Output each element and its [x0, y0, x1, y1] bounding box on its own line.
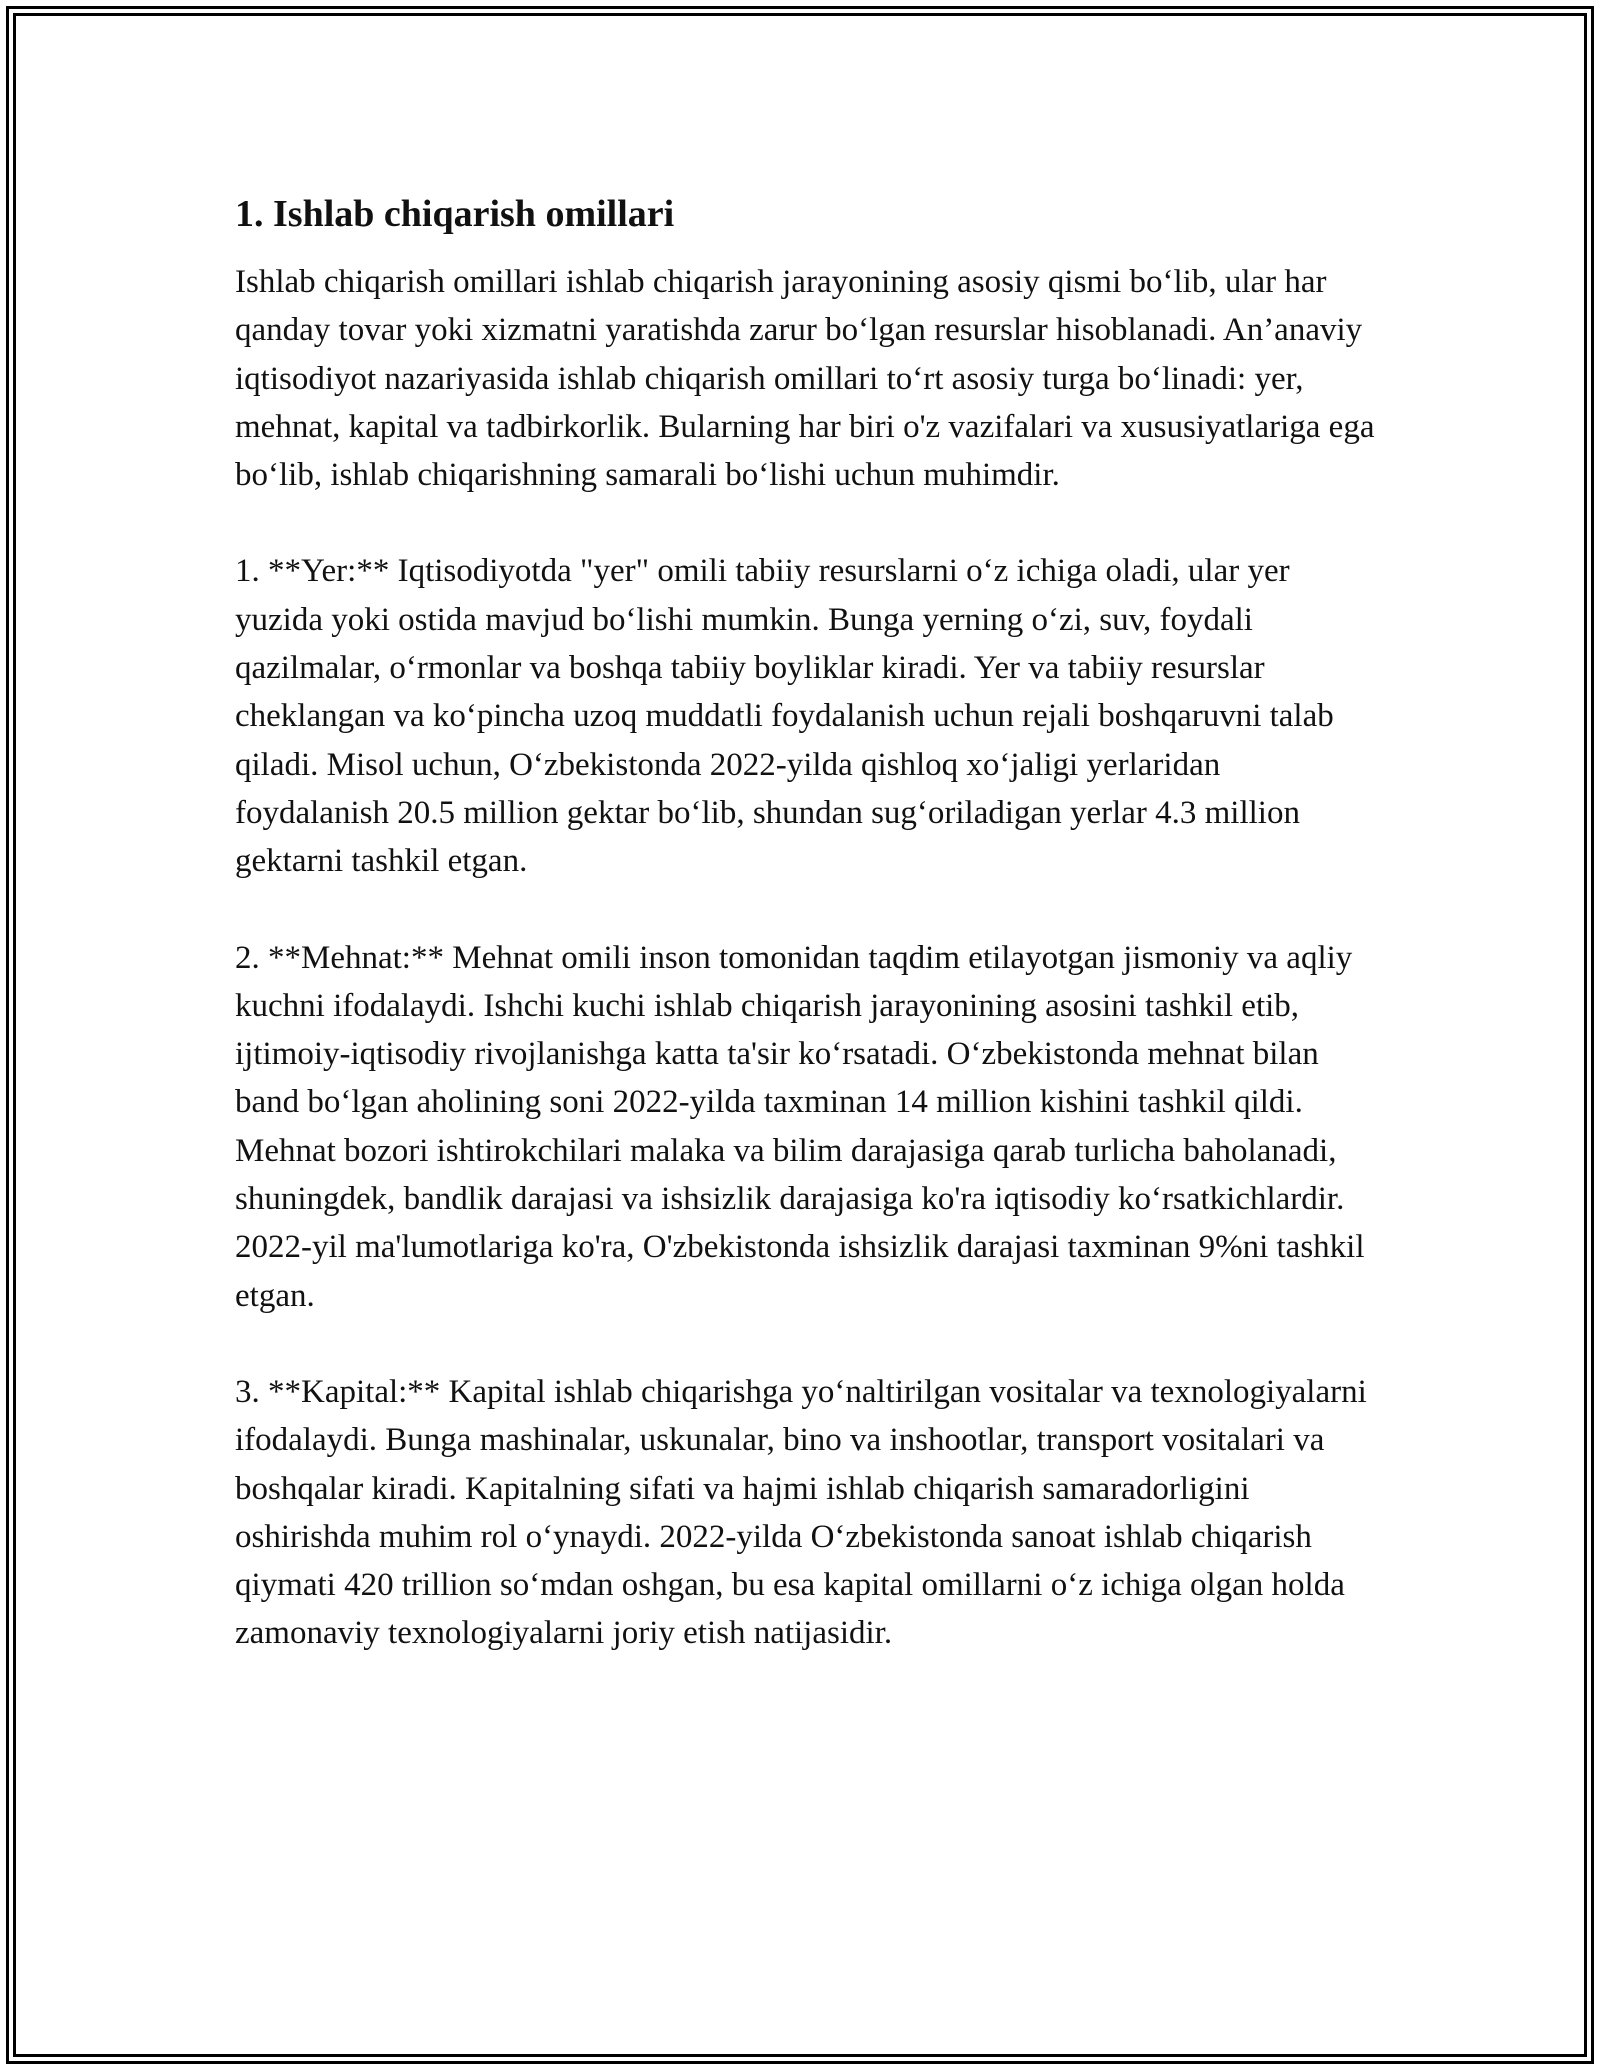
paragraph-mehnat: 2. **Mehnat:** Mehnat omili inson tomonidan taqdim etilayotgan jismoniy va aqliy kuchni ifodalaydi. Ishchi kuchi ishlab chiqarish jarayonining asosini tashkil etib, ijtimoiy-iqtisodiy rivojlanishga katta ta'sir ko‘rsatadi. O‘zbekistonda mehnat bilan band bo‘lgan aholining soni 2022-yilda taxminan 14 million kishini tashkil qildi. Mehnat bozori ishtirokchilari malaka va bilim darajasiga qarab turlicha baholanadi, shuningdek, bandlik darajasi va ishsizlik darajasiga ko'ra iqtisodiy ko‘rsatkichlardir. 2022-yil ma'lumotlariga ko'ra, O'zbekistonda ishsizlik darajasi taxminan 9%ni tashkil etgan.	[235, 939, 1365, 1314]
section-heading: 1. Ishlab chiqarish omillari	[235, 193, 675, 235]
intro-paragraph: Ishlab chiqarish omillari ishlab chiqarish jarayonining asosiy qismi bo‘lib, ular har qanday tovar yoki xizmatni yaratishda zarur bo‘lgan resurslar hisoblanadi. An’anaviy iqtisodiyot nazariyasida ishlab chiqarish omillari to‘rt asosiy turga bo‘linadi: yer, mehnat, kapital va tadbirkorlik. Bularning har biri o'z vazifalari va xususiyatlariga ega bo‘lib, ishlab chiqarishning samarali bo‘lishi uchun muhimdir.	[235, 264, 1375, 494]
paragraph-yer: 1. **Yer:** Iqtisodiyotda "yer" omili tabiiy resurslarni o‘z ichiga oladi, ular yer yuzida yoki ostida mavjud bo‘lishi mumkin. Bunga yerning o‘zi, suv, foydali qazilmalar, o‘rmonlar va boshqa tabiiy boyliklar kiradi. Yer va tabiiy resurslar cheklangan va ko‘pincha uzoq muddatli foydalanish uchun rejali boshqaruvni talab qiladi. Misol uchun, O‘zbekistonda 2022-yilda qishloq xo‘jaligi yerlaridan foydalanish 20.5 million gektar bo‘lib, shundan sug‘oriladigan yerlar 4.3 million gektarni tashkil etgan.	[235, 553, 1334, 880]
paragraph-kapital: 3. **Kapital:** Kapital ishlab chiqarishga yo‘naltirilgan vositalar va texnologiyalarni ifodalaydi. Bunga mashinalar, uskunalar, bino va inshootlar, transport vositalari va boshqalar kiradi. Kapitalning sifati va hajmi ishlab chiqarish samaradorligini oshirishda muhim rol o‘ynaydi. 2022-yilda O‘zbekistonda sanoat ishlab chiqarish qiymati 420 trillion so‘mdan oshgan, bu esa kapital omillarni o‘z ichiga olgan holda zamonaviy texnologiyalarni joriy etish natijasidir.	[235, 1373, 1367, 1652]
document-body	[235, 188, 1375, 1706]
